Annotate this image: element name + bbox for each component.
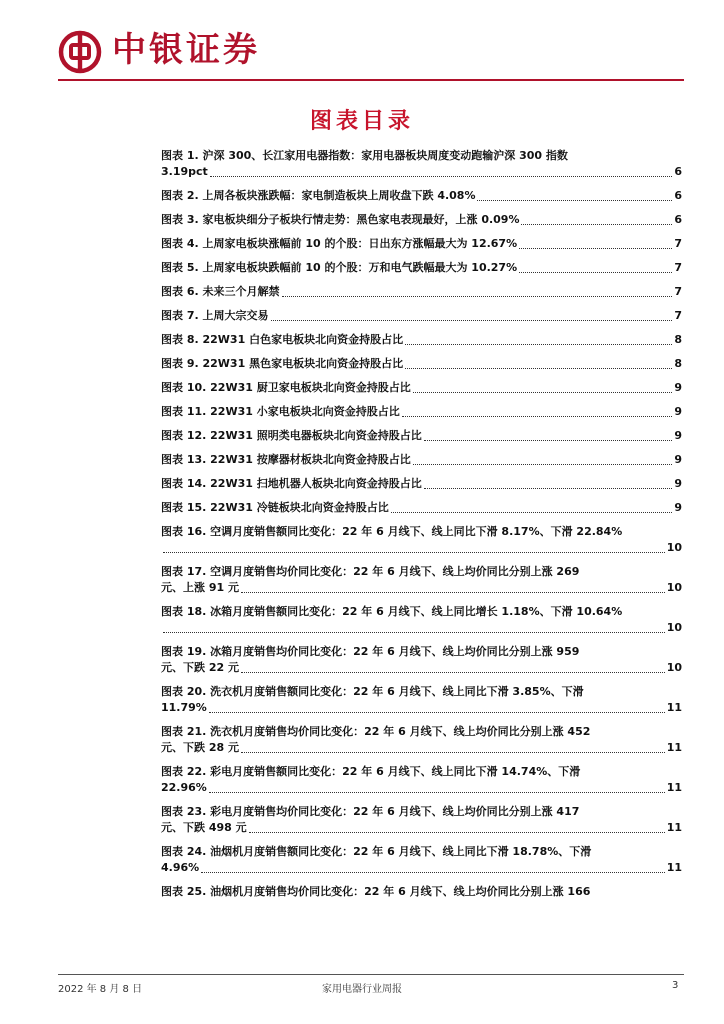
dot-leader	[271, 319, 673, 321]
toc-page-number: 11	[666, 781, 682, 794]
toc-entry[interactable]	[161, 452, 682, 468]
toc-entry[interactable]	[161, 236, 682, 252]
toc-entry[interactable]	[161, 404, 682, 420]
toc-entry-text: 元、下跌 498 元	[161, 821, 247, 834]
dot-leader	[424, 439, 673, 441]
toc-entry[interactable]	[161, 428, 682, 444]
toc-entry[interactable]	[161, 284, 682, 300]
toc-entry-text: 图表 21. 洗衣机月度销售均价同比变化：22 年 6 月线下、线上均价同比分别上涨 452	[161, 725, 591, 738]
bank-of-china-logo-icon	[58, 30, 102, 74]
toc-page-number: 10	[666, 541, 682, 554]
toc-entry[interactable]	[161, 356, 682, 372]
dot-leader	[519, 271, 672, 273]
toc-entry-text: 图表 15. 22W31 冷链板块北向资金持股占比	[161, 501, 389, 514]
toc-page-number: 8	[674, 333, 682, 346]
toc-page-number: 7	[674, 237, 682, 250]
header-divider	[58, 79, 684, 81]
toc-page-number: 7	[674, 261, 682, 274]
toc-entry[interactable]	[161, 604, 682, 636]
dot-leader	[241, 751, 665, 753]
footer-page-number: 3	[672, 980, 679, 991]
toc-entry-text: 4.96%	[161, 861, 200, 874]
toc-entry[interactable]	[161, 884, 682, 900]
toc-entry-text: 图表 7. 上周大宗交易	[161, 309, 269, 322]
toc-entry-text: 图表 20. 洗衣机月度销售额同比变化：22 年 6 月线下、线上同比下滑 3.85%、下滑	[161, 685, 584, 698]
toc-entry[interactable]	[161, 684, 682, 716]
toc-entry[interactable]	[161, 188, 682, 204]
toc-entry-text: 图表 11. 22W31 小家电板块北向资金持股占比	[161, 405, 400, 418]
toc-entry-text: 图表 4. 上周家电板块涨幅前 10 的个股：日出东方涨幅最大为 12.67%	[161, 237, 518, 250]
dot-leader	[519, 247, 672, 249]
toc-page-number: 10	[666, 621, 682, 634]
toc-entry-text: 图表 10. 22W31 厨卫家电板块北向资金持股占比	[161, 381, 411, 394]
brand-name: 中银证券	[112, 30, 260, 70]
dot-leader	[163, 551, 665, 553]
dot-leader	[402, 415, 673, 417]
toc-page-number: 10	[666, 581, 682, 594]
toc-entry-text: 图表 14. 22W31 扫地机器人板块北向资金持股占比	[161, 477, 422, 490]
toc-page-number: 9	[674, 405, 682, 418]
toc-entry-text: 图表 19. 冰箱月度销售均价同比变化：22 年 6 月线下、线上均价同比分别上涨 959	[161, 645, 580, 658]
toc-entry-text: 11.79%	[161, 701, 207, 714]
footer-date: 2022 年 8 月 8 日	[58, 984, 143, 995]
toc-entry-text: 图表 5. 上周家电板块跌幅前 10 的个股：万和电气跌幅最大为 10.27%	[161, 261, 518, 274]
toc-entry-text: 图表 3. 家电板块细分子板块行情走势：黑色家电表现最好，上涨 0.09%	[161, 213, 520, 226]
dot-leader	[163, 631, 665, 633]
toc-entry[interactable]	[161, 844, 682, 876]
dot-leader	[424, 487, 673, 489]
toc-entry[interactable]	[161, 564, 682, 596]
dot-leader	[241, 671, 665, 673]
toc-entry-text: 图表 18. 冰箱月度销售额同比变化：22 年 6 月线下、线上同比增长 1.18%、下滑 10.64%	[161, 605, 623, 618]
toc-entry-text: 图表 25. 油烟机月度销售均价同比变化：22 年 6 月线下、线上均价同比分别上涨 166	[161, 885, 591, 898]
toc-entry-text: 图表 22. 彩电月度销售额同比变化：22 年 6 月线下、线上同比下滑 14.74%、下滑	[161, 765, 581, 778]
toc-entry[interactable]	[161, 524, 682, 556]
toc-page-number: 7	[674, 309, 682, 322]
toc-entry[interactable]	[161, 260, 682, 276]
toc-entry-text: 图表 2. 上周各板块涨跌幅：家电制造板块上周收盘下跌 4.08%	[161, 189, 476, 202]
dot-leader	[521, 223, 672, 225]
dot-leader	[413, 391, 673, 393]
dot-leader	[282, 295, 673, 297]
dot-leader	[241, 591, 665, 593]
toc-entry[interactable]	[161, 644, 682, 676]
toc-entry-text: 元、上涨 91 元	[161, 581, 239, 594]
toc-entry[interactable]	[161, 804, 682, 836]
toc-entry[interactable]	[161, 476, 682, 492]
toc-entry-text: 元、下跌 28 元	[161, 741, 239, 754]
dot-leader	[210, 175, 673, 177]
dot-leader	[477, 199, 672, 201]
toc-entry[interactable]	[161, 500, 682, 516]
toc-entry-text: 图表 9. 22W31 黑色家电板块北向资金持股占比	[161, 357, 404, 370]
toc-page-number: 11	[666, 861, 682, 874]
dot-leader	[391, 511, 673, 513]
page-header	[0, 0, 724, 76]
toc-page-number: 10	[666, 661, 682, 674]
toc-entry[interactable]	[161, 724, 682, 756]
toc-entry-text: 图表 1. 沪深 300、长江家用电器指数：家用电器板块周度变动跑输沪深 300 指数	[161, 149, 568, 162]
toc-page-number: 9	[674, 381, 682, 394]
toc-entry-text: 图表 17. 空调月度销售均价同比变化：22 年 6 月线下、线上均价同比分别上涨 269	[161, 565, 580, 578]
toc-page-number: 6	[674, 165, 682, 178]
toc-entry[interactable]	[161, 148, 682, 180]
toc-entry-text: 图表 16. 空调月度销售额同比变化：22 年 6 月线下、线上同比下滑 8.17%、下滑 22.84%	[161, 525, 623, 538]
toc-page-number: 9	[674, 429, 682, 442]
dot-leader	[209, 791, 665, 793]
toc-page-number: 6	[674, 213, 682, 226]
toc-entry-text: 图表 6. 未来三个月解禁	[161, 285, 280, 298]
toc-entry-text: 图表 8. 22W31 白色家电板块北向资金持股占比	[161, 333, 404, 346]
toc-page-number: 11	[666, 701, 682, 714]
dot-leader	[405, 343, 672, 345]
toc-page-number: 8	[674, 357, 682, 370]
toc-page-number: 6	[674, 189, 682, 202]
toc-entry[interactable]	[161, 332, 682, 348]
dot-leader	[201, 871, 665, 873]
toc-title: 图表目录	[309, 109, 414, 134]
toc-entry-text: 22.96%	[161, 781, 207, 794]
toc-page-number: 9	[674, 477, 682, 490]
toc-entry-text: 元、下跌 22 元	[161, 661, 239, 674]
toc-page-number: 11	[666, 741, 682, 754]
toc-entry[interactable]	[161, 764, 682, 796]
toc-entry-text: 图表 24. 油烟机月度销售额同比变化：22 年 6 月线下、线上同比下滑 18.78%、下滑	[161, 845, 592, 858]
dot-leader	[405, 367, 672, 369]
toc-entry-text: 图表 12. 22W31 照明类电器板块北向资金持股占比	[161, 429, 422, 442]
dot-leader	[249, 831, 665, 833]
toc-entry[interactable]	[161, 380, 682, 396]
toc-entry-text: 图表 23. 彩电月度销售均价同比变化：22 年 6 月线下、线上均价同比分别上涨 417	[161, 805, 580, 818]
toc-page-number: 9	[674, 453, 682, 466]
toc-entry[interactable]	[161, 308, 682, 324]
toc-page-number: 11	[666, 821, 682, 834]
footer-divider	[58, 974, 684, 975]
dot-leader	[413, 463, 673, 465]
footer-report-name: 家用电器行业周报	[322, 984, 402, 995]
toc-entry-text: 3.19pct	[161, 165, 208, 178]
dot-leader	[209, 711, 665, 713]
table-of-contents	[161, 148, 682, 908]
toc-page-number: 9	[674, 501, 682, 514]
toc-page-number: 7	[674, 285, 682, 298]
toc-entry-text: 图表 13. 22W31 按摩器材板块北向资金持股占比	[161, 453, 411, 466]
toc-entry[interactable]	[161, 212, 682, 228]
